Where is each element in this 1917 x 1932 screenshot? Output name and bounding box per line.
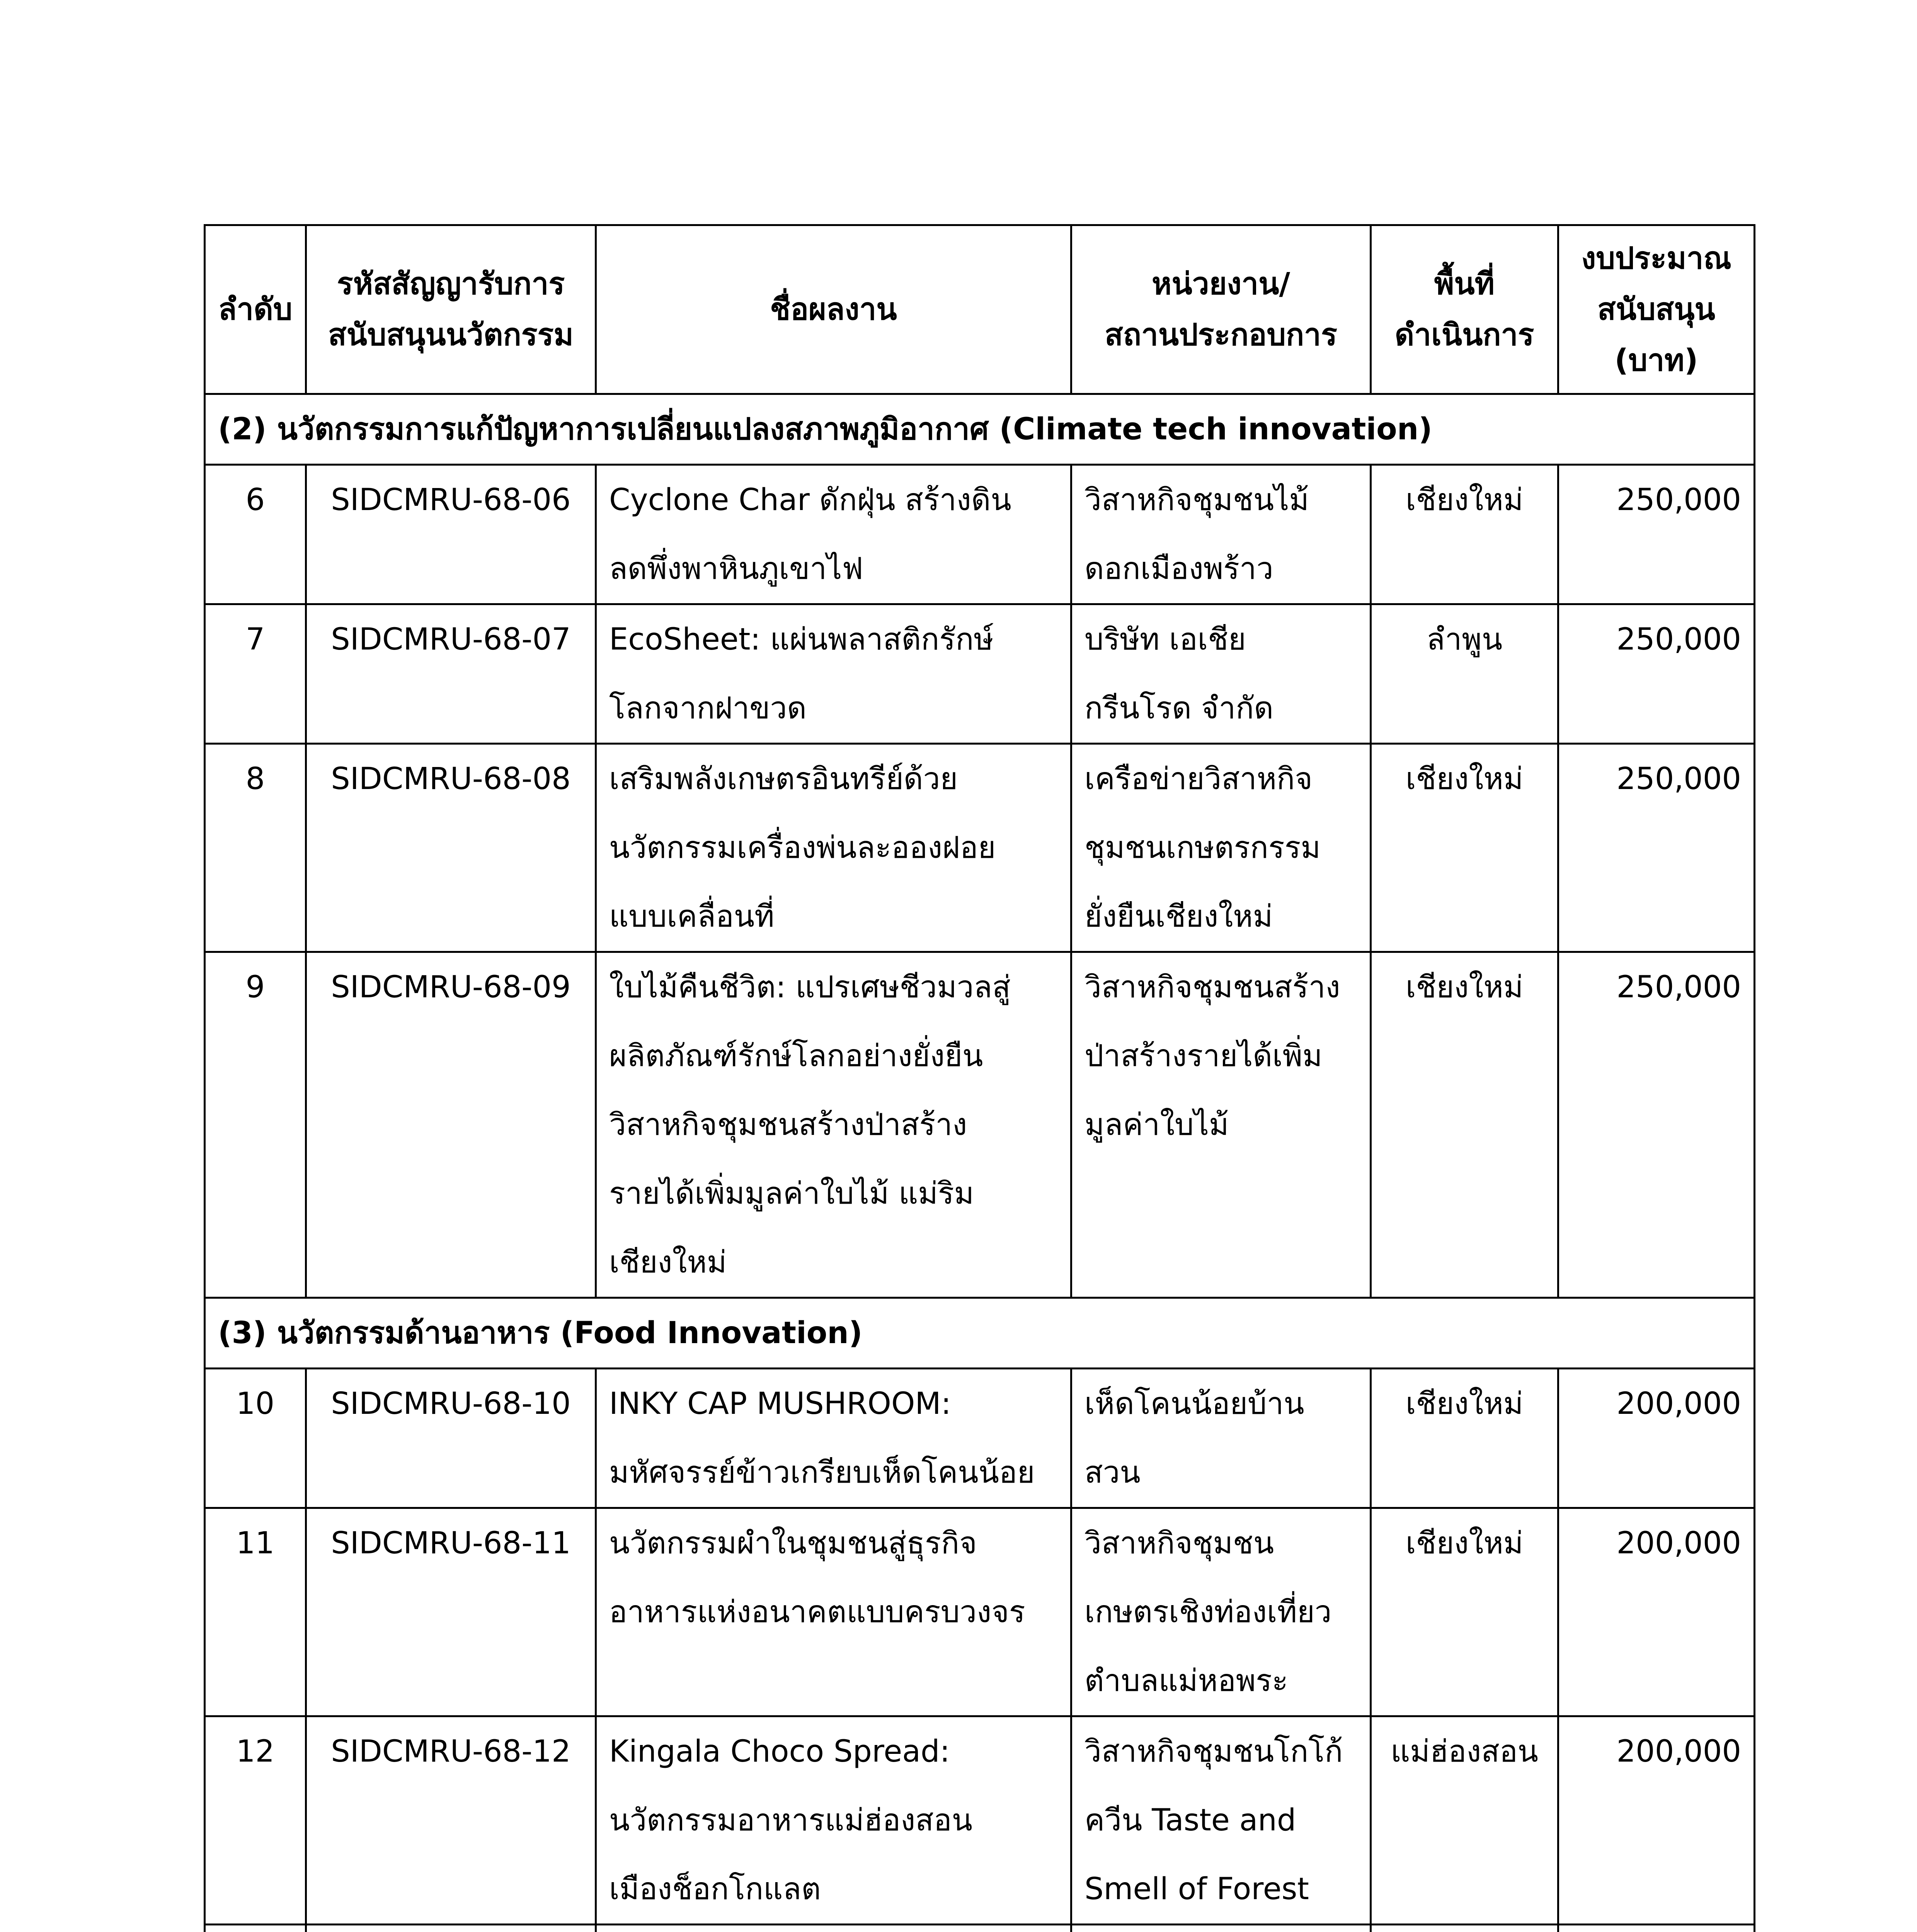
cell-organization-line: วิสาหกิจชุมชนสร้าง [1084, 970, 1340, 1005]
cell-project-name-line: มหัศจรรย์ข้าวเกรียบเห็ดโคนน้อย [609, 1455, 1035, 1490]
cell-no [205, 952, 306, 1298]
cell-budget-line [1571, 1925, 1741, 1932]
cell-budget-line: 250,000 [1616, 970, 1741, 1005]
cell-area-line: เชียงใหม่ [1405, 1526, 1524, 1561]
cell-organization-line: วิสาหกิจชุมชนโกโก้ [1084, 1734, 1343, 1769]
header-no: ลำดับ [205, 225, 306, 394]
cell-no [205, 1508, 306, 1716]
cell-organization-line: ยั่งยืนเชียงใหม่ [1084, 899, 1273, 934]
cell-organization [1071, 1508, 1371, 1716]
cell-organization-line: บริษัท เอเชีย [1084, 622, 1246, 657]
cell-project-name-line: แบบเคลื่อนที่ [609, 899, 775, 934]
cell-contract-code [306, 465, 596, 604]
cell-project-name [596, 1716, 1071, 1925]
cell-organization-line: เห็ดโคนน้อยบ้าน [1084, 1386, 1304, 1421]
cell-organization-line: สวน [1084, 1455, 1141, 1490]
table-row [205, 1925, 1755, 1932]
header-budget: งบประมาณ สนับสนุน (บาท) [1558, 225, 1755, 394]
cell-project-name [596, 604, 1071, 744]
cell-project-name [596, 1369, 1071, 1508]
cell-area-line: เชียงใหม่ [1405, 483, 1524, 517]
cell-budget [1558, 1925, 1755, 1932]
cell-organization-line: วิสาหกิจชุมชนไม้ [1084, 483, 1309, 517]
cell-organization-line: เกษตรเชิงท่องเที่ยว [1084, 1595, 1332, 1629]
cell-organization-line: ป่าสร้างรายได้เพิ่ม [1084, 1039, 1323, 1073]
cell-contract-code-line: SIDCMRU-68-08 [331, 762, 571, 796]
table-row [205, 952, 1755, 1298]
cell-budget-line: 200,000 [1616, 1386, 1741, 1421]
cell-project-name-line: Cyclone Char ดักฝุ่น สร้างดิน [609, 483, 1011, 517]
cell-budget [1558, 744, 1755, 952]
cell-contract-code-line: SIDCMRU-68-07 [331, 622, 571, 657]
table-header-row [205, 225, 1755, 394]
cell-contract-code-line: SIDCMRU-68-10 [331, 1386, 571, 1421]
cell-area [1371, 604, 1558, 744]
cell-no [205, 465, 306, 604]
cell-organization-line: มูลค่าใบไม้ [1084, 1107, 1229, 1142]
cell-contract-code [306, 1508, 596, 1716]
table-row [205, 744, 1755, 952]
cell-budget [1558, 952, 1755, 1298]
cell-organization-line: ชุมชนเกษตรกรรม [1084, 830, 1321, 865]
cell-project-name-line: นวัตกรรมเครื่องพ่นละอองฝอย [609, 830, 996, 865]
cell-no-line: 7 [245, 622, 265, 657]
header-organization: หน่วยงาน/ สถานประกอบการ [1071, 225, 1371, 394]
cell-project-name-line: เชียงใหม่ [609, 1245, 727, 1280]
cell-project-name-line: ใบไม้คืนชีวิต: แปรเศษชีวมวลสู่ [609, 970, 1011, 1005]
cell-budget [1558, 1369, 1755, 1508]
cell-project-name-line: เมืองช็อกโกแลต [609, 1872, 821, 1906]
cell-no-line [218, 1925, 293, 1932]
cell-area-line: แม่ฮ่องสอน [1390, 1734, 1538, 1769]
cell-no [205, 1369, 306, 1508]
cell-organization [1071, 1369, 1371, 1508]
cell-project-name-line: Kingala Choco Spread: [609, 1734, 950, 1769]
cell-project-name-line: INKY CAP MUSHROOM: [609, 1386, 951, 1421]
cell-organization-line [1084, 1925, 1357, 1932]
cell-no-line: 9 [245, 970, 265, 1005]
cell-no-line: 6 [245, 483, 265, 517]
cell-contract-code-line: SIDCMRU-68-12 [331, 1734, 571, 1769]
cell-contract-code [306, 604, 596, 744]
section-row [205, 394, 1755, 465]
cell-project-name [596, 744, 1071, 952]
table-body [205, 394, 1755, 1932]
cell-project-name-line: EcoSheet: แผ่นพลาสติกรักษ์ [609, 622, 994, 657]
cell-organization-line: กรีนโรด จำกัด [1084, 691, 1274, 726]
cell-area [1371, 1925, 1558, 1932]
cell-area-line: ลำพูน [1426, 622, 1503, 657]
innovation-grant-table [204, 224, 1755, 1932]
cell-contract-code [306, 744, 596, 952]
cell-project-name-line: นวัตกรรมอาหารแม่ฮ่องสอน [609, 1803, 972, 1838]
table-row [205, 1508, 1755, 1716]
cell-contract-code [306, 1925, 596, 1932]
cell-no-line: 12 [236, 1734, 275, 1769]
cell-project-name-line: อาหารแห่งอนาคตแบบครบวงจร [609, 1595, 1025, 1629]
cell-organization-line: ดอกเมืองพร้าว [1084, 551, 1273, 586]
table-row [205, 604, 1755, 744]
cell-organization [1071, 952, 1371, 1298]
header-contract-code: รหัสสัญญารับการ สนับสนุนนวัตกรรม [306, 225, 596, 394]
cell-no-line: 10 [236, 1386, 275, 1421]
cell-project-name-line [609, 1925, 1058, 1932]
cell-budget [1558, 1716, 1755, 1925]
cell-organization-line: ตำบลแม่หอพระ [1084, 1663, 1288, 1698]
cell-contract-code [306, 1716, 596, 1925]
cell-area [1371, 1369, 1558, 1508]
cell-budget [1558, 465, 1755, 604]
cell-contract-code [306, 952, 596, 1298]
cell-project-name-line: รายได้เพิ่มมูลค่าใบไม้ แม่ริม [609, 1176, 974, 1211]
cell-project-name-line: นวัตกรรมผำในชุมชนสู่ธุรกิจ [609, 1526, 977, 1561]
cell-organization-line: เครือข่ายวิสาหกิจ [1084, 762, 1313, 796]
cell-no [205, 1716, 306, 1925]
cell-area-line [1384, 1925, 1545, 1932]
cell-project-name [596, 465, 1071, 604]
header-area: พื้นที่ ดำเนินการ [1371, 225, 1558, 394]
cell-organization-line: Smell of Forest [1084, 1872, 1309, 1906]
cell-project-name-line: วิสาหกิจชุมชนสร้างป่าสร้าง [609, 1107, 967, 1142]
section-row [205, 1298, 1755, 1369]
cell-budget [1558, 1508, 1755, 1716]
cell-project-name-line: ผลิตภัณฑ์รักษ์โลกอย่างยั่งยืน [609, 1039, 983, 1073]
table-row [205, 1369, 1755, 1508]
cell-organization [1071, 465, 1371, 604]
cell-organization-line: ควีน Taste and [1084, 1803, 1296, 1838]
section-title: (3) นวัตกรรมด้านอาหาร (Food Innovation) [205, 1298, 1755, 1369]
cell-area-line: เชียงใหม่ [1405, 1386, 1524, 1421]
cell-no [205, 1925, 306, 1932]
cell-no [205, 744, 306, 952]
cell-project-name [596, 1508, 1071, 1716]
cell-organization-line: วิสาหกิจชุมชน [1084, 1526, 1274, 1561]
cell-budget-line: 250,000 [1616, 622, 1741, 657]
cell-budget [1558, 604, 1755, 744]
cell-organization [1071, 604, 1371, 744]
header-project-name: ชื่อผลงาน [596, 225, 1071, 394]
cell-project-name [596, 1925, 1071, 1932]
cell-project-name-line: เสริมพลังเกษตรอินทรีย์ด้วย [609, 762, 958, 796]
cell-area [1371, 952, 1558, 1298]
cell-area-line: เชียงใหม่ [1405, 762, 1524, 796]
cell-contract-code-line: SIDCMRU-68-06 [331, 483, 571, 517]
cell-budget-line: 250,000 [1616, 483, 1741, 517]
section-title: (2) นวัตกรรมการแก้ปัญหาการเปลี่ยนแปลงสภาพภูมิอากาศ (Climate tech innovation) [205, 394, 1755, 465]
cell-budget-line: 200,000 [1616, 1734, 1741, 1769]
cell-organization [1071, 1716, 1371, 1925]
cell-area [1371, 1508, 1558, 1716]
cell-project-name [596, 952, 1071, 1298]
cell-contract-code [306, 1369, 596, 1508]
cell-no [205, 604, 306, 744]
cell-budget-line: 200,000 [1616, 1526, 1741, 1561]
cell-no-line: 11 [236, 1526, 275, 1561]
table-row [205, 465, 1755, 604]
cell-area-line: เชียงใหม่ [1405, 970, 1524, 1005]
cell-contract-code-line: SIDCMRU-68-11 [331, 1526, 571, 1561]
cell-no-line: 8 [245, 762, 265, 796]
cell-area [1371, 1716, 1558, 1925]
cell-organization [1071, 1925, 1371, 1932]
cell-budget-line: 250,000 [1616, 762, 1741, 796]
cell-contract-code-line: SIDCMRU-68-09 [331, 970, 571, 1005]
cell-contract-code-line [319, 1925, 582, 1932]
table-row [205, 1716, 1755, 1925]
cell-project-name-line: ลดพึ่งพาหินภูเขาไฟ [609, 551, 863, 586]
cell-area [1371, 744, 1558, 952]
cell-area [1371, 465, 1558, 604]
cell-organization [1071, 744, 1371, 952]
cell-project-name-line: โลกจากฝาขวด [609, 691, 807, 726]
